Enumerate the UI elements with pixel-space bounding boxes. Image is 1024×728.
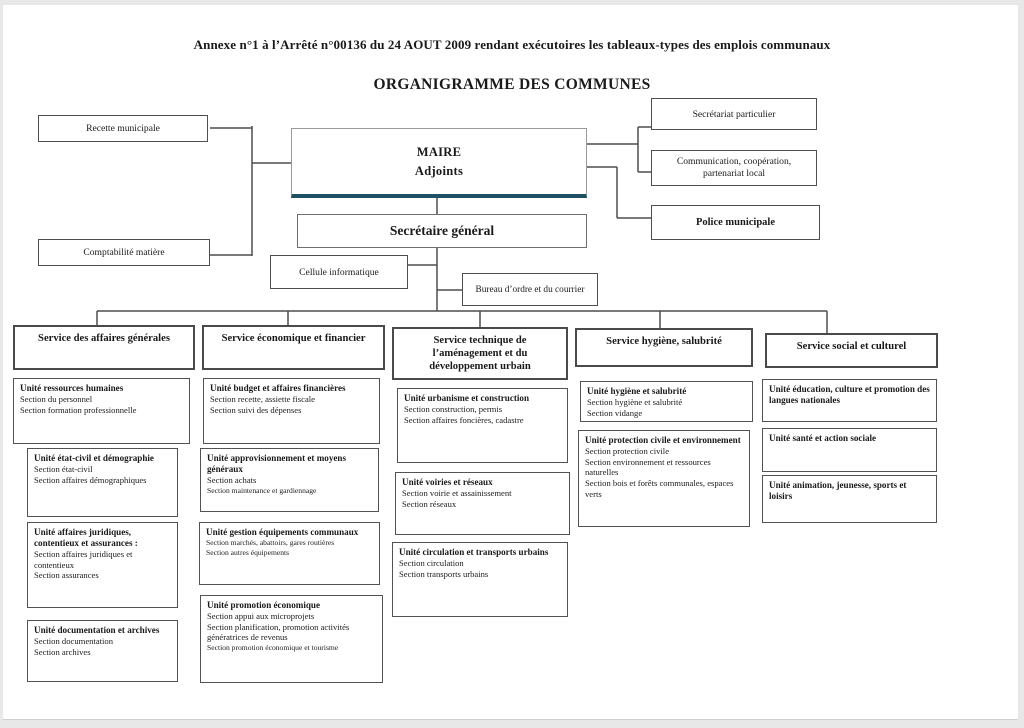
service-header-label: Service des affaires générales <box>38 333 170 344</box>
adjoints-label: Adjoints <box>414 163 464 178</box>
unit-box <box>200 448 379 512</box>
service-header-1 <box>13 325 195 370</box>
service-header-5 <box>765 333 938 368</box>
unit-box <box>27 522 178 608</box>
section-label: Section planification, promotion activités génératrices de revenus <box>207 621 350 643</box>
section-label: Section assurances <box>34 570 99 581</box>
unit-box <box>762 428 937 472</box>
section-label: Section vidange <box>587 407 643 418</box>
unit-box <box>203 378 380 444</box>
unit-box <box>578 430 750 527</box>
unit-box <box>27 620 178 682</box>
service-header-label: Service hygiène, salubrité <box>606 336 722 347</box>
section-label: Section bois et forêts communales, espaces verts <box>585 478 734 499</box>
unit-title: Unité promotion économique <box>207 600 320 610</box>
unit-box <box>397 388 568 463</box>
unit-title: Unité gestion équipements communaux <box>206 527 359 537</box>
box-secretariat-particulier <box>651 98 817 130</box>
service-header-3 <box>392 327 568 380</box>
unit-title: Unité état-civil et démographie <box>34 453 154 463</box>
box-label: Secrétaire général <box>389 223 495 238</box>
unit-box <box>27 448 178 517</box>
box-label: Recette municipale <box>86 123 160 134</box>
unit-box <box>580 381 753 422</box>
section-label: Section achats <box>207 474 257 485</box>
unit-box <box>762 379 937 422</box>
unit-title: Unité documentation et archives <box>34 625 160 635</box>
box-communication-cooperation <box>651 150 817 186</box>
unit-box <box>13 378 190 444</box>
box-recette-municipale <box>38 115 208 142</box>
section-label: Section du personnel <box>20 393 93 404</box>
unit-title: Unité hygiène et salubrité <box>587 386 687 396</box>
unit-title: Unité animation, jeunesse, sports et loisirs <box>769 480 907 501</box>
unit-title: Unité éducation, culture et promotion des langues nationales <box>769 384 930 405</box>
box-label: Communication, coopération, partenariat local <box>676 156 792 179</box>
box-police-municipale <box>651 205 820 240</box>
unit-title: Unité santé et action sociale <box>769 433 877 443</box>
unit-box <box>199 522 380 585</box>
maire-label: MAIRE <box>416 145 462 160</box>
box-label: Bureau d’ordre et du courrier <box>475 284 585 295</box>
unit-box <box>200 595 383 683</box>
box-maire-adjoints <box>291 128 587 198</box>
section-label: Section appui aux microprojets <box>207 610 315 621</box>
section-label: Section affaires juridiques et contentieux <box>34 548 133 570</box>
section-label: Section autres équipements <box>206 547 290 557</box>
box-comptabilite-matiere <box>38 239 210 266</box>
service-header-4 <box>575 328 753 367</box>
unit-title: Unité budget et affaires financières <box>210 383 346 393</box>
unit-title: Unité affaires juridiques, contentieux et assurances : <box>34 527 138 548</box>
section-label: Section documentation <box>34 635 113 646</box>
unit-box <box>392 542 568 617</box>
section-label: Section promotion économique et tourisme <box>207 643 339 653</box>
section-label: Section recette, assiette fiscale <box>210 393 315 404</box>
box-cellule-informatique <box>270 255 408 289</box>
box-label: Cellule informatique <box>299 266 379 278</box>
box-label: Secrétariat particulier <box>692 108 776 120</box>
box-secretaire-general <box>297 214 587 248</box>
service-header-label: Service social et culturel <box>796 341 907 352</box>
section-label: Section marchés, abattoirs, gares routières <box>206 537 335 547</box>
section-label: Section maintenance et gardiennage <box>207 485 317 495</box>
service-header-label: Service technique de l’aménagement et du développement urbain <box>429 335 531 373</box>
section-label: Section voirie et assainissement <box>402 487 512 498</box>
service-header-2 <box>202 325 385 370</box>
unit-title: Unité protection civile et environnement <box>585 435 741 445</box>
section-label: Section affaires démographiques <box>34 474 147 485</box>
box-bureau-ordre-courrier <box>462 273 598 306</box>
unit-title: Unité urbanisme et construction <box>404 393 530 403</box>
section-label: Section suivi des dépenses <box>210 404 302 415</box>
unit-box <box>762 475 937 523</box>
section-label: Section circulation <box>399 557 464 568</box>
section-label: Section protection civile <box>585 445 670 456</box>
section-label: Section affaires foncières, cadastre <box>404 414 524 425</box>
box-label: Comptabilité matière <box>83 247 165 258</box>
unit-box <box>395 472 570 535</box>
section-label: Section hygiène et salubrité <box>587 396 683 407</box>
unit-title: Unité approvisionnement et moyens généraux <box>207 453 347 474</box>
section-label: Section transports urbains <box>399 568 489 579</box>
service-header-label: Service économique et financier <box>221 333 366 344</box>
section-label: Section formation professionnelle <box>20 404 137 415</box>
document-subtitle: ORGANIGRAMME DES COMMUNES <box>373 76 651 93</box>
section-label: Section construction, permis <box>404 403 503 414</box>
section-label: Section réseaux <box>402 498 457 509</box>
unit-title: Unité voiries et réseaux <box>402 477 493 487</box>
section-label: Section environnement et ressources naturelles <box>585 456 711 478</box>
document-title: Annexe n°1 à l’Arrêté n°00136 du 24 AOUT 2009 rendant exécutoires les tableaux-types des emplois communaux <box>193 37 831 52</box>
section-label: Section état-civil <box>34 463 93 474</box>
box-label: Police municipale <box>695 217 776 228</box>
unit-title: Unité circulation et transports urbains <box>399 547 549 557</box>
unit-title: Unité ressources humaines <box>20 383 124 393</box>
section-label: Section archives <box>34 646 91 657</box>
